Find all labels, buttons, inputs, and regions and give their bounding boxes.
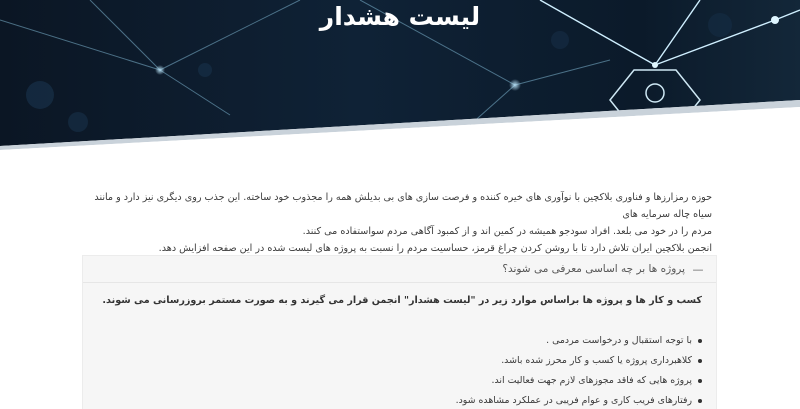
- bullet-icon: [698, 399, 702, 403]
- intro-text: [84, 189, 712, 257]
- list-item-text: پروژه هایی که فاقد مجوزهای لازم جهت فعالیت اند.: [491, 375, 692, 386]
- accordion-header[interactable]: [83, 256, 716, 283]
- intro-paragraph-line: مردم را در خود می بلعد. افراد سودجو همیشه در کمین اند و از کمبود آگاهی مردم سواستفاده می کنند.: [302, 226, 712, 237]
- list-item: [97, 391, 702, 409]
- hero-banner: [0, 0, 800, 150]
- faq-accordion: [82, 255, 717, 409]
- page-title: لیست هشدار: [319, 2, 481, 31]
- list-item: [97, 371, 702, 391]
- accordion-body: [83, 283, 716, 409]
- bullet-icon: [698, 359, 702, 363]
- list-item: [97, 351, 702, 371]
- collapse-icon[interactable]: —: [692, 262, 704, 276]
- list-item-text: کلاهبرداری پروژه یا کسب و کار محرز شده باشد.: [501, 355, 692, 366]
- list-item: [97, 331, 702, 351]
- list-item-text: رفتارهای فریب کاری و عوام فریبی در عملکرد مشاهده شود.: [455, 395, 692, 406]
- list-item-text: با توجه استقبال و درخواست مردمی .: [546, 335, 692, 346]
- criteria-list: [97, 331, 702, 409]
- bullet-icon: [698, 339, 702, 343]
- bullet-icon: [698, 379, 702, 383]
- accordion-lead-text: کسب و کار ها و پروژه ها براساس موارد زیر در "لیست هشدار" انجمن قرار می گیرند و به صورت مستمر بروزرسانی می شوند.: [102, 295, 702, 306]
- intro-paragraph: انجمن بلاکچین ایران تلاش دارد تا با روشن کردن چراغ قرمز، حساسیت مردم را نسبت به پروژه های لیست شده در این صفحه افزایش دهد.: [158, 243, 712, 254]
- intro-paragraph-line: حوزه رمزارزها و فناوری بلاکچین با نوآوری های خیره کننده و فرصت سازی های بی بدیلش همه را مجذوب خود ساخته. این جذب روی دیگری نیز دارد و مانند سیاه چاله سرمایه های: [94, 192, 712, 220]
- accordion-question[interactable]: پروژه ها بر چه اساسی معرفی می شوند؟: [502, 263, 685, 275]
